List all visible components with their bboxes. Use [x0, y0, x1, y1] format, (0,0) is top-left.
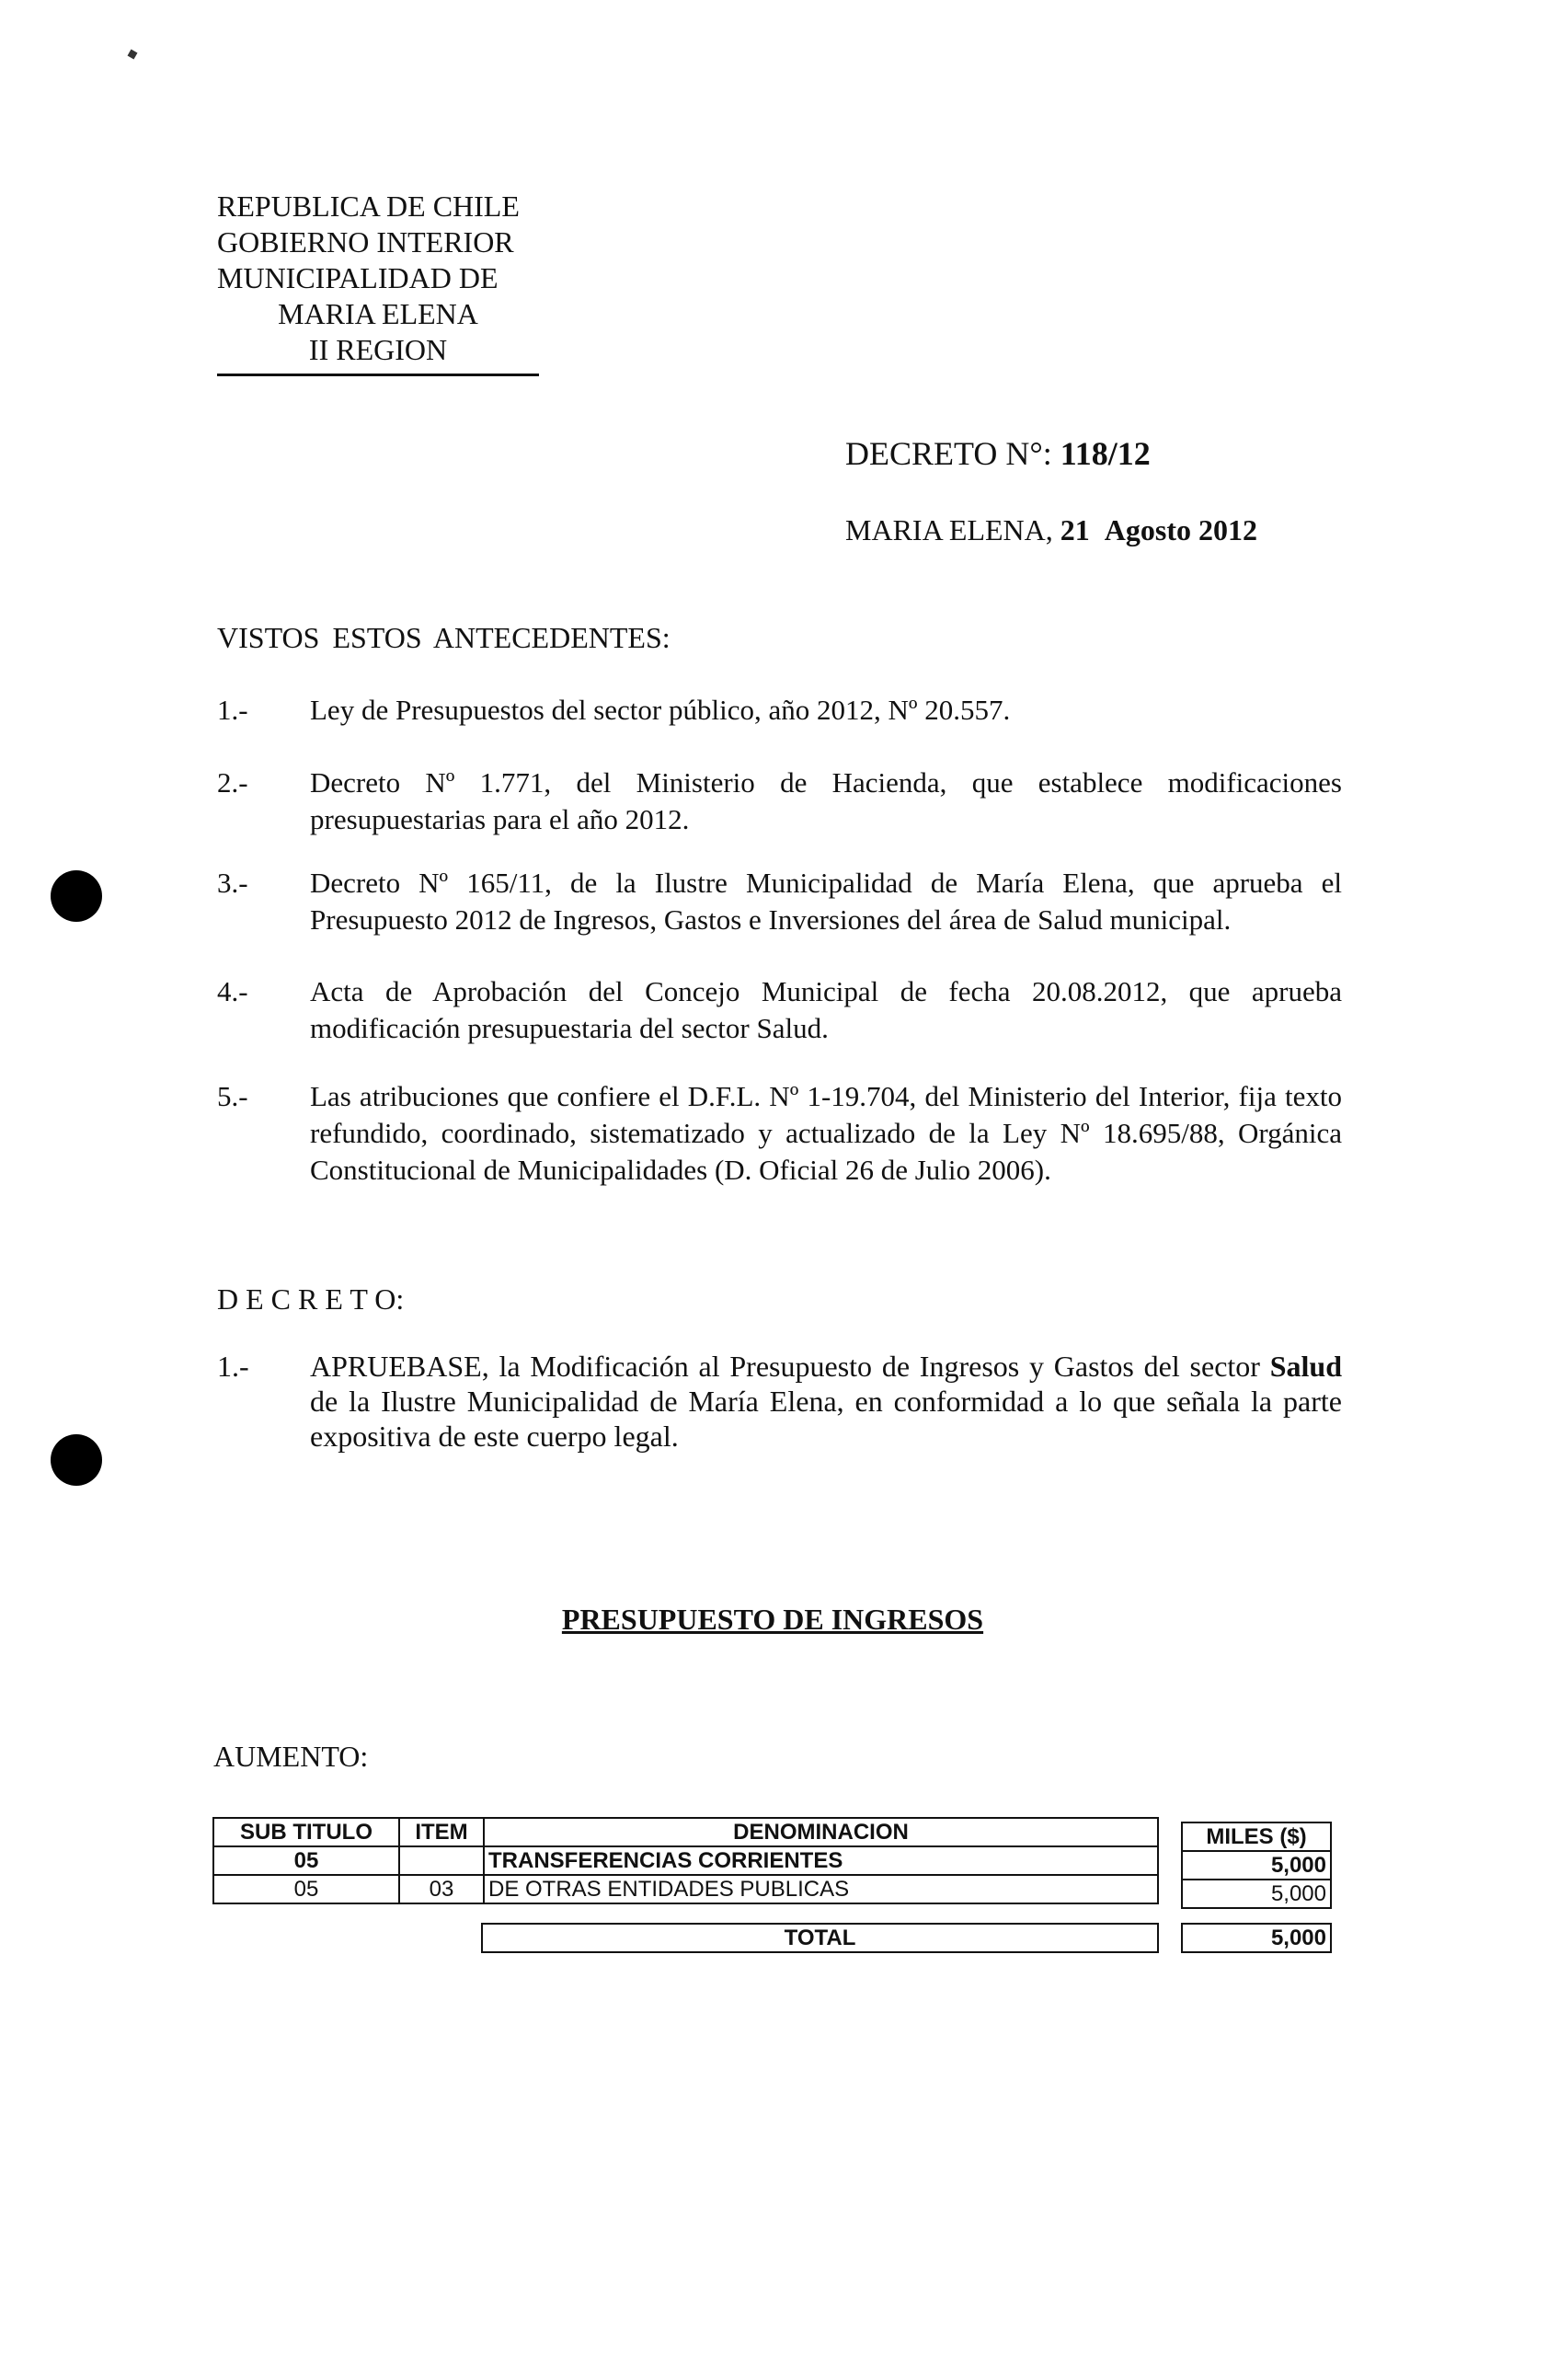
item-text: Ley de Presupuestos del sector público, año 2012, Nº 20.557. — [310, 694, 1011, 726]
vistos-item — [217, 1078, 1342, 1189]
vistos-item — [217, 692, 1342, 729]
decree-number-value: 118/12 — [1060, 435, 1151, 472]
letterhead-line: MUNICIPALIDAD DE — [217, 261, 499, 294]
table-header — [213, 1818, 1158, 1846]
letterhead-line: GOBIERNO INTERIOR — [217, 225, 514, 259]
date-month-year: Agosto 2012 — [1104, 513, 1257, 546]
cell-denominacion: DE OTRAS ENTIDADES PUBLICAS — [484, 1875, 1158, 1903]
decree-number — [845, 434, 1151, 473]
cell-item: 03 — [399, 1875, 484, 1903]
item-text: Decreto Nº 1.771, del Ministerio de Hacienda, que establece modificaciones presupuestarias para el año 2012. — [310, 766, 1342, 835]
item-text — [310, 1349, 1342, 1454]
letterhead-line: MARIA ELENA — [278, 297, 478, 330]
decreto-heading: D E C R E T O: — [217, 1282, 405, 1316]
budget-section: AUMENTO: — [213, 1740, 369, 1773]
budget-table — [212, 1817, 1159, 1904]
letterhead-divider — [217, 374, 539, 376]
date-day: 21 — [1060, 513, 1090, 546]
date-place: MARIA ELENA, — [845, 513, 1053, 546]
col-denominacion: DENOMINACION — [484, 1818, 1158, 1846]
item-number: 1.- — [217, 694, 248, 726]
letterhead-line: REPUBLICA DE CHILE — [217, 190, 520, 223]
cell-miles: 5,000 — [1182, 1880, 1331, 1908]
col-miles: MILES ($) — [1182, 1822, 1331, 1851]
cell-miles: 5,000 — [1182, 1851, 1331, 1880]
table-row — [213, 1846, 1158, 1875]
punch-hole — [51, 870, 102, 922]
decree-label: DECRETO N°: — [845, 435, 1052, 472]
item-number: 5.- — [217, 1080, 248, 1112]
decreto-item — [217, 1349, 1342, 1454]
text-part: de la Ilustre Municipalidad de María Elena, en conformidad a lo que señala la parte expositiva de este cuerpo legal. — [310, 1385, 1342, 1453]
item-number: 4.- — [217, 975, 248, 1007]
col-subtitulo: SUB TITULO — [213, 1818, 399, 1846]
letterhead — [217, 189, 539, 368]
text-part: APRUEBASE, la Modificación al Presupuesto de Ingresos y Gastos del sector — [310, 1350, 1260, 1383]
total-value: 5,000 — [1182, 1924, 1331, 1952]
amount-table — [1181, 1822, 1332, 1909]
text-bold: Salud — [1269, 1350, 1343, 1383]
item-text: Las atribuciones que confiere el D.F.L. Nº 1-19.704, del Ministerio del Interior, fija texto refundido, coordinado, sistematizado y actualizado de la Ley Nº 18.695/88, Orgánica Constitucional de Municipalidades (D. Oficial 26 de Julio 2006). — [310, 1080, 1342, 1186]
budget-title: PRESUPUESTO DE INGRESOS — [561, 1603, 984, 1636]
col-item: ITEM — [399, 1818, 484, 1846]
punch-hole — [51, 1434, 102, 1486]
vistos-item — [217, 973, 1342, 1047]
item-text: Acta de Aprobación del Concejo Municipal de fecha 20.08.2012, que aprueba modificación presupuestaria del sector Salud. — [310, 975, 1342, 1044]
letterhead-line: II REGION — [308, 333, 448, 366]
table-row — [213, 1875, 1158, 1903]
item-number: 3.- — [217, 867, 248, 899]
decree-date — [845, 513, 1257, 547]
cell-subtitulo: 05 — [213, 1875, 399, 1903]
item-number: 2.- — [217, 766, 248, 799]
vistos-heading: VISTOS ESTOS ANTECEDENTES: — [217, 621, 671, 654]
vistos-item — [217, 865, 1342, 938]
cell-denominacion: TRANSFERENCIAS CORRIENTES — [484, 1846, 1158, 1875]
item-text: Decreto Nº 165/11, de la Ilustre Municipalidad de María Elena, que aprueba el Presupuesto 2012 de Ingresos, Gastos e Inversiones del área de Salud municipal. — [310, 867, 1342, 936]
total-value-box — [1181, 1923, 1332, 1953]
item-number: 1.- — [217, 1350, 249, 1383]
total-label: TOTAL — [482, 1924, 1158, 1952]
scan-mark — [128, 50, 138, 60]
cell-subtitulo: 05 — [213, 1846, 399, 1875]
vistos-item — [217, 765, 1342, 838]
cell-item — [399, 1846, 484, 1875]
total-label-box — [481, 1923, 1159, 1953]
